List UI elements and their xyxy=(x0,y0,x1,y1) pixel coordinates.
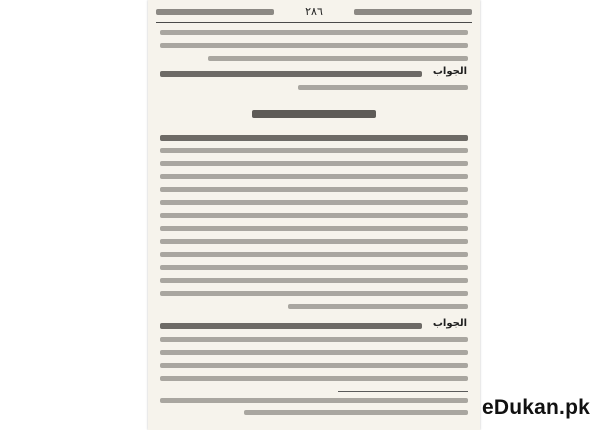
text-line xyxy=(160,213,468,218)
text-line xyxy=(160,148,468,153)
answer-label: الجواب xyxy=(432,66,467,77)
text-line xyxy=(160,187,468,192)
text-line xyxy=(160,252,468,257)
text-line xyxy=(160,337,468,342)
text-line xyxy=(160,226,468,231)
text-line xyxy=(208,56,468,61)
text-line xyxy=(288,304,468,309)
footnote-rule xyxy=(338,391,468,392)
text-line xyxy=(160,278,468,283)
text-line xyxy=(160,376,468,381)
footnote-line xyxy=(244,410,468,415)
answer-label: الجواب xyxy=(432,318,467,329)
text-line xyxy=(160,239,468,244)
watermark: eDukan.pk xyxy=(482,396,590,419)
text-line xyxy=(160,363,468,368)
text-line xyxy=(160,265,468,270)
text-line xyxy=(160,161,468,166)
book-page xyxy=(148,0,480,430)
text-line xyxy=(160,43,468,48)
footnote-line xyxy=(160,398,468,403)
header-title-right xyxy=(156,9,274,15)
text-line xyxy=(160,323,422,329)
text-line xyxy=(160,30,468,35)
text-line xyxy=(160,350,468,355)
text-line xyxy=(160,200,468,205)
running-header xyxy=(156,4,472,23)
text-line xyxy=(160,174,468,179)
section-heading xyxy=(252,110,376,118)
text-line xyxy=(160,135,468,141)
text-line xyxy=(160,291,468,296)
header-title-left xyxy=(354,9,472,15)
text-line xyxy=(160,71,422,77)
text-line xyxy=(298,85,468,90)
page-number: ٢٨٦ xyxy=(305,5,323,18)
